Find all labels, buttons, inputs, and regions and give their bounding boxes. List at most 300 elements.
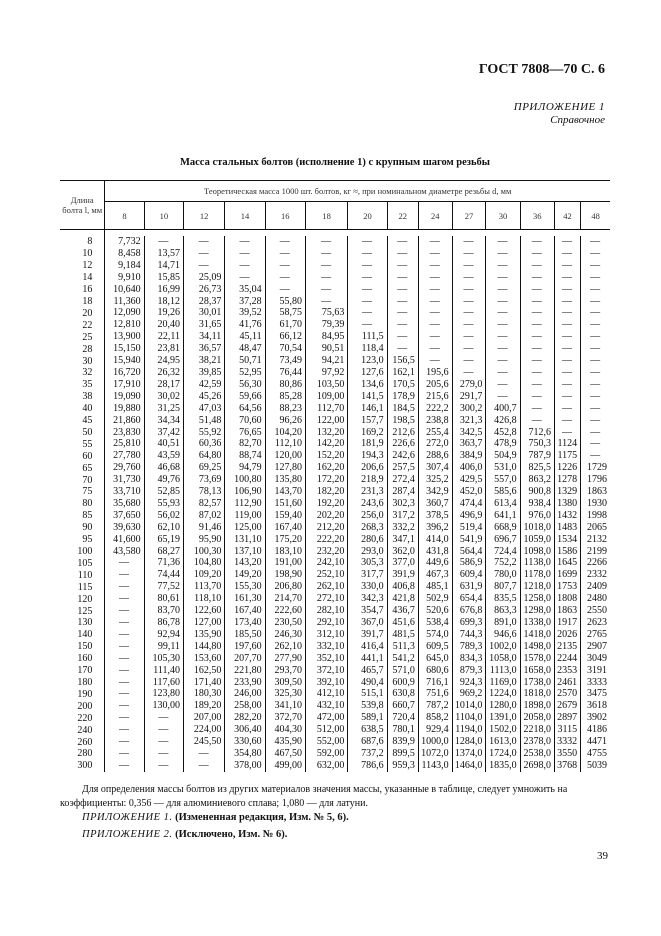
mass-cell: — [452, 260, 486, 272]
mass-cell: — [486, 391, 520, 403]
mass-cell: 191,00 [265, 557, 305, 569]
mass-cell: 153,60 [183, 653, 224, 665]
mass-cell: 504,9 [486, 450, 520, 462]
mass-cell: — [554, 367, 580, 379]
mass-cell: 1645 [554, 557, 580, 569]
mass-cell: 699,3 [452, 617, 486, 629]
mass-cell: 363,7 [452, 438, 486, 450]
mass-cell: 5039 [587, 759, 607, 771]
mass-cell: 367,0 [348, 617, 387, 629]
mass-cell: 258,00 [225, 700, 265, 712]
table-row [60, 629, 610, 641]
mass-cell: 2135 [554, 641, 580, 653]
bolt-mass-table [60, 180, 610, 772]
mass-cell: 1534 [554, 534, 580, 546]
mass-cell: 175,20 [265, 534, 305, 546]
mass-cell: 103,50 [305, 379, 347, 391]
mass-cell: 538,4 [418, 617, 452, 629]
mass-cell: 1808 [554, 593, 580, 605]
mass-cell: 55,93 [144, 498, 183, 510]
mass-cell: 325,30 [265, 688, 305, 700]
mass-cell: 170,5 [387, 379, 418, 391]
mass-cell: 1753 [554, 581, 580, 593]
mass-cell: 330,0 [348, 581, 387, 593]
mass-cell: 29,760 [105, 462, 144, 474]
mass-cell: 429,5 [452, 474, 486, 486]
mass-cell: 720,4 [387, 712, 418, 724]
length-header: Длина болта l, мм [60, 181, 105, 230]
mass-cell: 37,42 [144, 427, 183, 439]
mass-cell: — [265, 284, 305, 296]
mass-cell: 76,65 [225, 427, 265, 439]
mass-cell: 132,20 [305, 427, 347, 439]
mass-cell: 212,20 [305, 522, 347, 534]
mass-cell: 426,8 [486, 415, 520, 427]
mass-cell: 12,090 [105, 307, 144, 319]
mass-cell: 360,7 [418, 498, 452, 510]
mass-cell: 1014,0 [452, 700, 486, 712]
mass-cell: — [590, 355, 601, 367]
mass-cell: — [590, 390, 601, 402]
mass-cell: 100,80 [225, 474, 265, 486]
mass-cell: — [144, 724, 183, 736]
mass-cell: 863,3 [486, 605, 520, 617]
mass-cell: 1224,0 [486, 688, 520, 700]
mass-cell: 432,10 [305, 700, 347, 712]
mass-cell: 384,9 [452, 450, 486, 462]
mass-cell: — [418, 355, 452, 367]
mass-cell: 1258,0 [520, 593, 554, 605]
mass-cell: 1104,0 [452, 712, 486, 724]
mass-cell: 96,26 [265, 415, 305, 427]
mass-cell: — [387, 248, 418, 260]
mass-cell: 17,910 [105, 379, 144, 391]
mass-cell: 78,13 [183, 486, 224, 498]
mass-cell: — [520, 391, 554, 403]
mass-cell: — [590, 319, 601, 331]
mass-cell: — [486, 331, 520, 343]
mass-cell: 467,3 [418, 569, 452, 581]
mass-cell: 1699 [554, 569, 580, 581]
table-row [60, 557, 610, 569]
mass-cell: 198,90 [265, 569, 305, 581]
mass-cell: 30,01 [183, 307, 224, 319]
mass-cell: 589,1 [348, 712, 387, 724]
mass-cell: 178,9 [387, 391, 418, 403]
mass-cell: 472,00 [305, 712, 347, 724]
mass-cell: 15,940 [105, 355, 144, 367]
table-row [60, 391, 610, 403]
mass-cell: 467,50 [265, 748, 305, 760]
mass-cell: — [554, 415, 580, 427]
mass-cell: 302,3 [387, 498, 418, 510]
mass-cell: — [554, 236, 580, 248]
mass-cell: 94,21 [305, 355, 347, 367]
bolt-length-cell: 30 [60, 355, 105, 367]
amendment-2 [82, 829, 287, 840]
table-row [60, 284, 610, 296]
mass-cell: 744,3 [452, 629, 486, 641]
mass-cell: — [105, 700, 144, 712]
mass-cell: 13,900 [105, 331, 144, 343]
mass-cell: 976,0 [520, 510, 554, 522]
mass-cell: — [590, 259, 601, 271]
mass-cell: — [387, 260, 418, 272]
mass-cell: 146,1 [348, 403, 387, 415]
mass-cell: 317,7 [348, 569, 387, 581]
table-row [60, 415, 610, 427]
mass-cell: — [590, 283, 601, 295]
mass-cell: 511,3 [387, 641, 418, 653]
mass-cell: 2065 [587, 521, 607, 533]
mass-cell: 218,9 [348, 474, 387, 486]
mass-cell: 4471 [587, 736, 607, 748]
bolt-length-cell: 18 [60, 296, 105, 308]
mass-cell: 737,2 [348, 748, 387, 760]
mass-cell: — [486, 307, 520, 319]
mass-cell: 1284,0 [452, 736, 486, 748]
table-row [60, 462, 610, 474]
mass-cell: 592,00 [305, 748, 347, 760]
mass-cell: 354,7 [348, 605, 387, 617]
mass-cell: 712,6 [520, 427, 554, 439]
mass-cell: — [590, 378, 601, 390]
mass-cell: — [144, 748, 183, 760]
mass-cell: 19,880 [105, 403, 144, 415]
mass-cell: 214,70 [265, 593, 305, 605]
mass-cell: 180,30 [183, 688, 224, 700]
mass-cell: 609,4 [452, 569, 486, 581]
mass-cell: 91,46 [183, 522, 224, 534]
mass-cell: 38,21 [183, 355, 224, 367]
mass-cell: 61,70 [265, 319, 305, 331]
mass-cell: 2218,0 [520, 724, 554, 736]
mass-cell: — [183, 236, 224, 248]
mass-cell: 552,00 [305, 736, 347, 748]
mass-cell: — [520, 260, 554, 272]
mass-cell: 959,3 [387, 760, 418, 772]
mass-cell: — [105, 617, 144, 629]
mass-cell: 2026 [554, 629, 580, 641]
mass-cell: 36,57 [183, 343, 224, 355]
mass-cell: 571,0 [387, 665, 418, 677]
mass-cell: 752,2 [486, 557, 520, 569]
mass-cell: 946,6 [486, 629, 520, 641]
mass-cell: 52,95 [225, 367, 265, 379]
bolt-length-cell: 240 [60, 724, 105, 736]
mass-cell: 127,80 [265, 462, 305, 474]
mass-cell: — [590, 271, 601, 283]
mass-cell: — [452, 319, 486, 331]
mass-cell: 969,2 [452, 688, 486, 700]
mass-cell: 22,11 [144, 331, 183, 343]
mass-cell: 834,3 [452, 653, 486, 665]
mass-cell: 1278 [554, 474, 580, 486]
mass-cell: 185,50 [225, 629, 265, 641]
mass-cell: — [265, 248, 305, 260]
mass-cell: — [520, 403, 554, 415]
mass-cell: 245,50 [183, 736, 224, 748]
mass-cell: — [486, 355, 520, 367]
table-row [60, 593, 610, 605]
mass-cell: — [590, 438, 601, 450]
mass-cell: 31,730 [105, 474, 144, 486]
mass-cell: 585,6 [486, 486, 520, 498]
mass-cell: 293,0 [348, 546, 387, 558]
bolt-length-cell: 90 [60, 522, 105, 534]
mass-cell: 45,11 [225, 331, 265, 343]
mass-cell: — [486, 236, 520, 248]
mass-cell: 104,80 [183, 557, 224, 569]
mass-cell: 2244 [554, 653, 580, 665]
mass-cell: 73,69 [183, 474, 224, 486]
mass-cell: 194,3 [348, 450, 387, 462]
table-row [60, 427, 610, 439]
mass-cell: 172,20 [305, 474, 347, 486]
mass-cell: 2623 [587, 617, 607, 628]
mass-cell: 221,80 [225, 665, 265, 677]
mass-cell: 2409 [587, 581, 607, 593]
mass-cell: 10,640 [105, 284, 144, 296]
mass-cell: 396,2 [418, 522, 452, 534]
bolt-length-cell: 120 [60, 593, 105, 605]
mass-cell: 80,86 [265, 379, 305, 391]
mass-cell: 118,10 [183, 593, 224, 605]
mass-group-header: Теоретическая масса 1000 шт. болтов, кг ≈, при номинальном диаметре резьбы d, мм [105, 181, 610, 202]
amendment-2-text: (Исключено, Изм. № 6). [175, 829, 288, 840]
mass-cell: 74,44 [144, 569, 183, 581]
mass-cell: 465,7 [348, 665, 387, 677]
mass-cell: 780,1 [387, 724, 418, 736]
mass-cell: 87,02 [183, 510, 224, 522]
mass-cell: — [387, 319, 418, 331]
mass-cell: 14,71 [144, 260, 183, 272]
mass-cell: 1175 [554, 450, 580, 462]
mass-cell: 312,10 [305, 629, 347, 641]
mass-cell: 1464,0 [452, 760, 486, 772]
mass-cell: — [418, 260, 452, 272]
bolt-length-cell: 14 [60, 272, 105, 284]
mass-cell: 252,10 [305, 569, 347, 581]
mass-cell: 787,2 [418, 700, 452, 712]
mass-cell: 26,73 [183, 284, 224, 296]
mass-cell: 242,10 [305, 557, 347, 569]
mass-cell: 143,70 [265, 486, 305, 498]
mass-cell: 1863 [587, 486, 607, 498]
mass-cell: — [486, 248, 520, 260]
mass-cell: 1002,0 [486, 641, 520, 653]
mass-cell: 135,80 [265, 474, 305, 486]
mass-cell: 541,2 [387, 653, 418, 665]
mass-cell: 2353 [554, 665, 580, 677]
mass-cell: 113,70 [183, 581, 224, 593]
mass-cell: 1418,0 [520, 629, 554, 641]
diameter-header: 27 [452, 202, 486, 230]
mass-cell: 55,80 [265, 296, 305, 308]
mass-cell: 564,4 [452, 546, 486, 558]
mass-cell: 724,4 [486, 546, 520, 558]
mass-cell: 23,81 [144, 343, 183, 355]
mass-cell: — [554, 307, 580, 319]
mass-cell: 436,7 [387, 605, 418, 617]
mass-cell: 222,60 [265, 605, 305, 617]
mass-cell: 406,8 [387, 581, 418, 593]
mass-cell: 173,40 [225, 617, 265, 629]
mass-cell: — [418, 296, 452, 308]
mass-cell: 88,74 [225, 450, 265, 462]
mass-cell: — [105, 593, 144, 605]
mass-cell: 305,3 [348, 557, 387, 569]
mass-cell: 152,20 [305, 450, 347, 462]
mass-cell: 28,17 [144, 379, 183, 391]
mass-cell: 242,6 [387, 450, 418, 462]
table-row [60, 546, 610, 558]
mass-cell: 680,6 [418, 665, 452, 677]
mass-cell: 807,7 [486, 581, 520, 593]
mass-cell: 354,80 [225, 748, 265, 760]
table-row [60, 438, 610, 450]
mass-cell: 134,6 [348, 379, 387, 391]
mass-cell: — [452, 331, 486, 343]
mass-cell: 198,5 [387, 415, 418, 427]
mass-cell: — [590, 247, 601, 259]
mass-cell: 155,30 [225, 581, 265, 593]
mass-cell: — [144, 236, 183, 248]
bolt-length-cell: 140 [60, 629, 105, 641]
mass-cell: 325,2 [418, 474, 452, 486]
mass-cell: 392,10 [305, 677, 347, 689]
mass-cell: 421,8 [387, 593, 418, 605]
mass-cell: — [520, 272, 554, 284]
mass-cell: 2132 [587, 533, 607, 545]
mass-cell: 2897 [554, 712, 580, 724]
mass-cell: — [486, 284, 520, 296]
mass-cell: 80,61 [144, 593, 183, 605]
diameter-header: 30 [486, 202, 520, 230]
mass-cell: 90,51 [305, 343, 347, 355]
table-title: Масса стальных болтов (исполнение 1) с крупным шагом резьбы [179, 157, 490, 168]
mass-cell: 95,90 [183, 534, 224, 546]
mass-cell: 70,60 [225, 415, 265, 427]
mass-cell: 1374,0 [452, 748, 486, 760]
mass-cell: 26,32 [144, 367, 183, 379]
mass-cell: 630,8 [387, 688, 418, 700]
mass-cell: 293,70 [265, 665, 305, 677]
mass-cell: 2570 [554, 688, 580, 700]
mass-cell: 31,25 [144, 403, 183, 415]
mass-cell: 9,184 [105, 260, 144, 272]
amendment-1-label: ПРИЛОЖЕНИЕ 1. [82, 812, 173, 823]
mass-cell: — [387, 343, 418, 355]
mass-cell: 499,00 [265, 760, 305, 772]
bolt-length-cell: 160 [60, 653, 105, 665]
mass-cell: 11,360 [105, 296, 144, 308]
bolt-length-cell: 8 [60, 236, 105, 248]
mass-cell: 631,9 [452, 581, 486, 593]
mass-cell: — [418, 284, 452, 296]
mass-cell: 1835,0 [486, 760, 520, 772]
mass-cell: 33,710 [105, 486, 144, 498]
mass-cell: 3768 [554, 760, 580, 772]
mass-cell: 929,4 [418, 724, 452, 736]
mass-cell: 786,6 [348, 760, 387, 772]
mass-cell: 71,36 [144, 557, 183, 569]
table-row [60, 534, 610, 546]
mass-cell: — [520, 343, 554, 355]
diameter-header: 24 [418, 202, 452, 230]
diameter-header: 14 [225, 202, 265, 230]
mass-cell: 400,7 [486, 403, 520, 415]
mass-cell: 3049 [587, 652, 607, 664]
mass-cell: — [520, 296, 554, 308]
table-row [60, 617, 610, 629]
amendment-2-label: ПРИЛОЖЕНИЕ 2. [82, 829, 173, 840]
mass-cell: — [105, 665, 144, 677]
mass-cell: 716,1 [418, 677, 452, 689]
mass-cell: — [590, 426, 601, 438]
mass-cell: — [590, 295, 601, 307]
mass-cell: 99,11 [144, 641, 183, 653]
table-row [60, 474, 610, 486]
mass-cell: 2058,0 [520, 712, 554, 724]
mass-cell: — [418, 343, 452, 355]
mass-cell: 1391,0 [486, 712, 520, 724]
table-row [60, 403, 610, 415]
mass-cell: — [144, 760, 183, 772]
diameter-header: 20 [348, 202, 387, 230]
table-row [60, 236, 610, 248]
bolt-length-cell: 25 [60, 331, 105, 343]
mass-cell: 451,6 [387, 617, 418, 629]
mass-cell: 272,10 [305, 593, 347, 605]
table-row [60, 248, 610, 260]
mass-cell: 1998 [587, 509, 607, 521]
mass-cell: 474,4 [452, 498, 486, 510]
mass-cell: 125,00 [225, 522, 265, 534]
mass-cell: 613,4 [486, 498, 520, 510]
mass-cell: — [452, 307, 486, 319]
mass-cell: 452,0 [452, 486, 486, 498]
mass-cell: 184,5 [387, 403, 418, 415]
mass-cell: — [183, 248, 224, 260]
mass-cell: 97,92 [305, 367, 347, 379]
mass-cell: 13,57 [144, 248, 183, 260]
table-row [60, 665, 610, 677]
mass-cell: 79,39 [305, 319, 347, 331]
mass-cell: 391,9 [387, 569, 418, 581]
diameter-header: 8 [105, 202, 144, 230]
mass-cell: 49,76 [144, 474, 183, 486]
mass-cell: 750,3 [520, 438, 554, 450]
mass-cell: — [348, 319, 387, 331]
mass-cell: 34,34 [144, 415, 183, 427]
mass-cell: 39,630 [105, 522, 144, 534]
mass-cell: 839,9 [387, 736, 418, 748]
table-row [60, 486, 610, 498]
mass-cell: — [144, 712, 183, 724]
mass-cell: 1917 [554, 617, 580, 629]
bolt-length-cell: 190 [60, 688, 105, 700]
mass-cell: — [486, 343, 520, 355]
mass-cell: 19,090 [105, 391, 144, 403]
bolt-length-cell: 22 [60, 319, 105, 331]
mass-cell: 65,19 [144, 534, 183, 546]
mass-cell: — [348, 307, 387, 319]
mass-cell: 1072,0 [418, 748, 452, 760]
mass-cell: 243,6 [348, 498, 387, 510]
mass-cell: 586,9 [452, 557, 486, 569]
mass-cell: 55,92 [183, 427, 224, 439]
